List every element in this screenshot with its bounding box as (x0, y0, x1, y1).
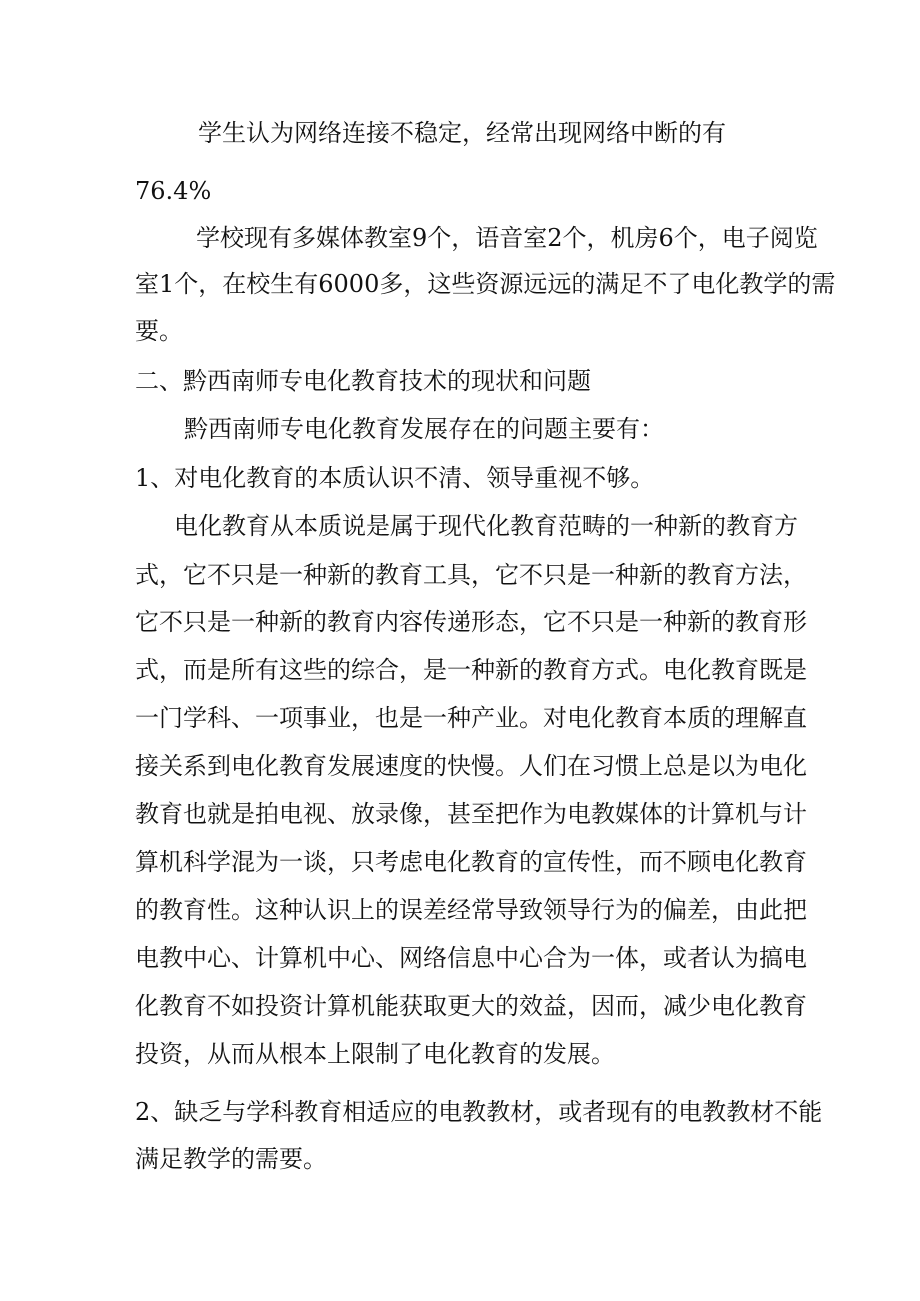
body-line-4: 式，而是所有这些的综合，是一种新的教育方式。电化教育既是 (135, 656, 807, 684)
body-line-6: 接关系到电化教育发展速度的快慢。人们在习惯上总是以为电化 (135, 752, 807, 780)
problems-intro: 黔西南师专电化教育发展存在的问题主要有： (184, 415, 664, 443)
body-line-10: 电教中心、计算机中心、网络信息中心合为一体，或者认为搞电 (135, 944, 807, 972)
paragraph-resources-line-3: 要。 (135, 317, 183, 345)
body-line-2: 式，它不只是一种新的教育工具，它不只是一种新的教育方法， (135, 561, 807, 589)
problem-heading-2-line-2: 满足教学的需要。 (135, 1145, 327, 1173)
paragraph-resources-line-1: 学校现有多媒体教室9个，语音室2个，机房6个，电子阅览 (196, 224, 818, 252)
paragraph-resources-line-2: 室1个，在校生有6000多，这些资源远远的满足不了电化教学的需 (135, 270, 836, 298)
problem-heading-2-line-1: 2、缺乏与学科教育相适应的电教教材，或者现有的电教教材不能 (135, 1098, 823, 1126)
section-heading: 二、黔西南师专电化教育技术的现状和问题 (135, 367, 591, 395)
body-line-11: 化教育不如投资计算机能获取更大的效益，因而，减少电化教育 (135, 992, 807, 1020)
body-line-7: 教育也就是拍电视、放录像，甚至把作为电教媒体的计算机与计 (135, 800, 807, 828)
body-line-3: 它不只是一种新的教育内容传递形态，它不只是一种新的教育形 (135, 608, 807, 636)
body-line-12: 投资，从而从根本上限制了电化教育的发展。 (135, 1040, 615, 1068)
body-line-8: 算机科学混为一谈，只考虑电化教育的宣传性，而不顾电化教育 (135, 848, 807, 876)
paragraph-network-line-2: 76.4% (135, 177, 212, 205)
body-line-9: 的教育性。这种认识上的误差经常导致领导行为的偏差，由此把 (135, 896, 807, 924)
problem-heading-1: 1、对电化教育的本质认识不清、领导重视不够。 (135, 464, 655, 492)
body-line-5: 一门学科、一项事业，也是一种产业。对电化教育本质的理解直 (135, 704, 807, 732)
paragraph-network-line-1: 学生认为网络连接不稳定，经常出现网络中断的有 (198, 119, 726, 147)
body-line-1: 电化教育从本质说是属于现代化教育范畴的一种新的教育方 (174, 512, 798, 540)
